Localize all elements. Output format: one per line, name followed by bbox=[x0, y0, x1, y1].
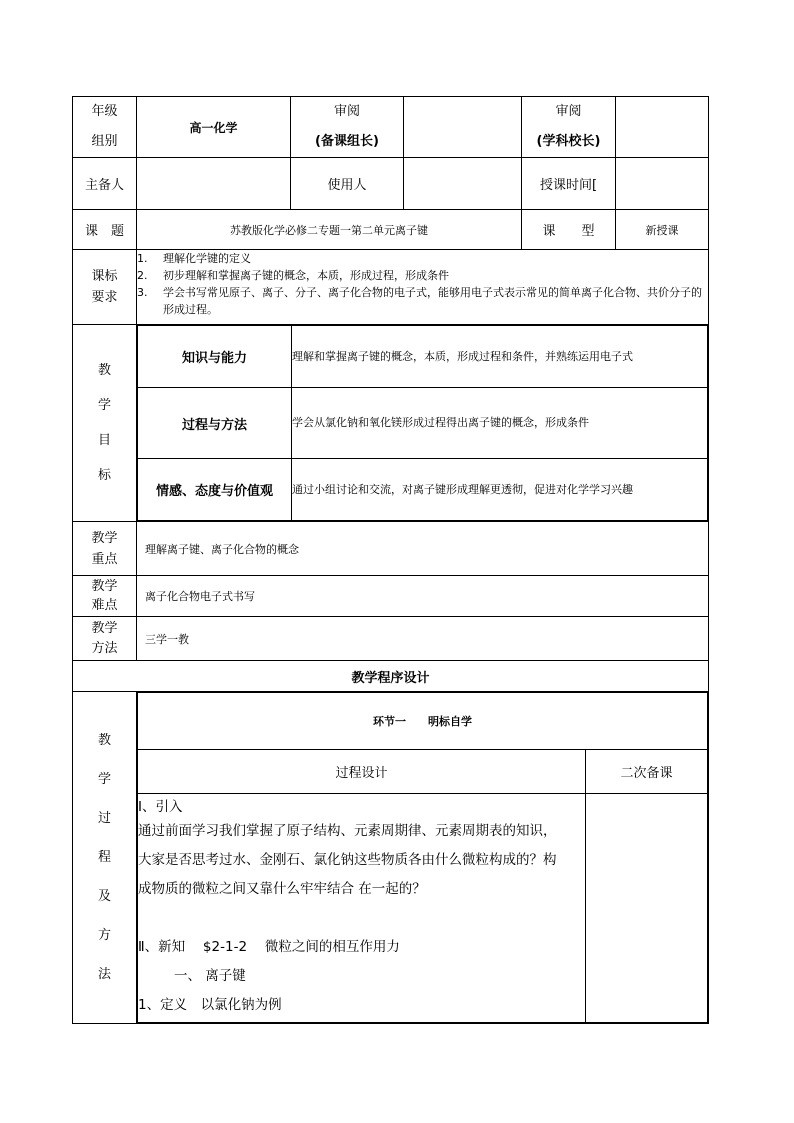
method-row bbox=[73, 617, 709, 661]
topic-label: 课 题 bbox=[73, 210, 137, 250]
objective-row bbox=[138, 326, 708, 388]
design-title-row bbox=[73, 661, 709, 692]
stage-row bbox=[138, 693, 708, 750]
objectives-label: 教 学 目 标 bbox=[73, 325, 137, 522]
review-label-2: 审阅 (学科校长) bbox=[522, 97, 616, 158]
grade-value: 高一化学 bbox=[137, 97, 291, 158]
focus-row bbox=[73, 522, 709, 576]
list-item: 3. 学会书写常见原子、离子、分子、离子化合物的电子式，能够用电子式表示常见的简单离子化合物、共价分子的形成过程。 bbox=[137, 286, 702, 316]
lesson-time-value bbox=[616, 158, 709, 210]
review-label-1: 审阅 (备课组长) bbox=[291, 97, 404, 158]
lesson-type-value: 新授课 bbox=[616, 210, 709, 250]
difficulty-text: 离子化合物电子式书写 bbox=[137, 576, 709, 617]
stage-title: 环节一 明标自学 bbox=[138, 693, 708, 750]
standards-label: 课标 要求 bbox=[73, 250, 137, 325]
process-design-text: Ⅰ、引入 通过前面学习我们掌握了原子结构、元素周期律、元素周期表的知识， 大家是否思考过水、金刚石、氯化钠这些物质各由什么微粒构成的？构 成物质的微粒之间又靠什么牢牢结合 在一起的？ Ⅱ、新知 $2-1-2 微粒之间的相互作用力 一、 离子键 1、定义 以氯化钠为例 bbox=[138, 794, 586, 1023]
difficulty-row bbox=[73, 576, 709, 617]
column-header-second: 二次备课 bbox=[586, 750, 708, 794]
focus-label: 教学 重点 bbox=[73, 522, 137, 576]
topic-value: 苏教版化学必修二专题一第二单元离子键 bbox=[137, 210, 522, 250]
objectives-grid bbox=[137, 325, 709, 522]
header-row bbox=[73, 97, 709, 158]
review-value-1 bbox=[404, 97, 522, 158]
objective-text: 通过小组讨论和交流，对离子键形成理解更透彻，促进对化学学习兴趣 bbox=[292, 459, 708, 521]
preparer-value bbox=[137, 158, 291, 210]
list-item: 1. 理解化学键的定义 bbox=[137, 252, 251, 265]
objective-row bbox=[138, 459, 708, 521]
objective-name: 情感、态度与价值观 bbox=[138, 459, 292, 521]
process-content-row bbox=[138, 794, 708, 1023]
user-label: 使用人 bbox=[291, 158, 404, 210]
objective-row bbox=[138, 388, 708, 459]
process-label: 教 学 过 程 及 方 法 bbox=[73, 692, 137, 1024]
topic-row bbox=[73, 210, 709, 250]
preparer-label: 主备人 bbox=[73, 158, 137, 210]
standards-row bbox=[73, 250, 709, 325]
method-label: 教学 方法 bbox=[73, 617, 137, 661]
lesson-type-label: 课 型 bbox=[522, 210, 616, 250]
process-second-prep bbox=[586, 794, 708, 1023]
standards-list bbox=[137, 250, 709, 325]
objectives-row bbox=[73, 325, 709, 522]
objective-name: 过程与方法 bbox=[138, 388, 292, 459]
focus-text: 理解离子键、离子化合物的概念 bbox=[137, 522, 709, 576]
lesson-time-label: 授课时间[ bbox=[522, 158, 616, 210]
process-header-row bbox=[138, 750, 708, 794]
difficulty-label: 教学 难点 bbox=[73, 576, 137, 617]
process-row bbox=[73, 692, 709, 1024]
process-area bbox=[137, 692, 709, 1024]
objective-text: 学会从氯化钠和氧化镁形成过程得出离子键的概念，形成条件 bbox=[292, 388, 708, 459]
grade-label: 年级 组别 bbox=[73, 97, 137, 158]
objective-name: 知识与能力 bbox=[138, 326, 292, 388]
list-item: 2. 初步理解和掌握离子键的概念，本质，形成过程，形成条件 bbox=[137, 269, 449, 282]
lesson-plan-table bbox=[72, 96, 709, 1024]
method-text: 三学一教 bbox=[137, 617, 709, 661]
design-title: 教学程序设计 bbox=[73, 661, 709, 692]
review-value-2 bbox=[616, 97, 709, 158]
user-value bbox=[404, 158, 522, 210]
column-header-design: 过程设计 bbox=[138, 750, 586, 794]
preparer-row bbox=[73, 158, 709, 210]
objective-text: 理解和掌握离子键的概念，本质，形成过程和条件，并熟练运用电子式 bbox=[292, 326, 708, 388]
